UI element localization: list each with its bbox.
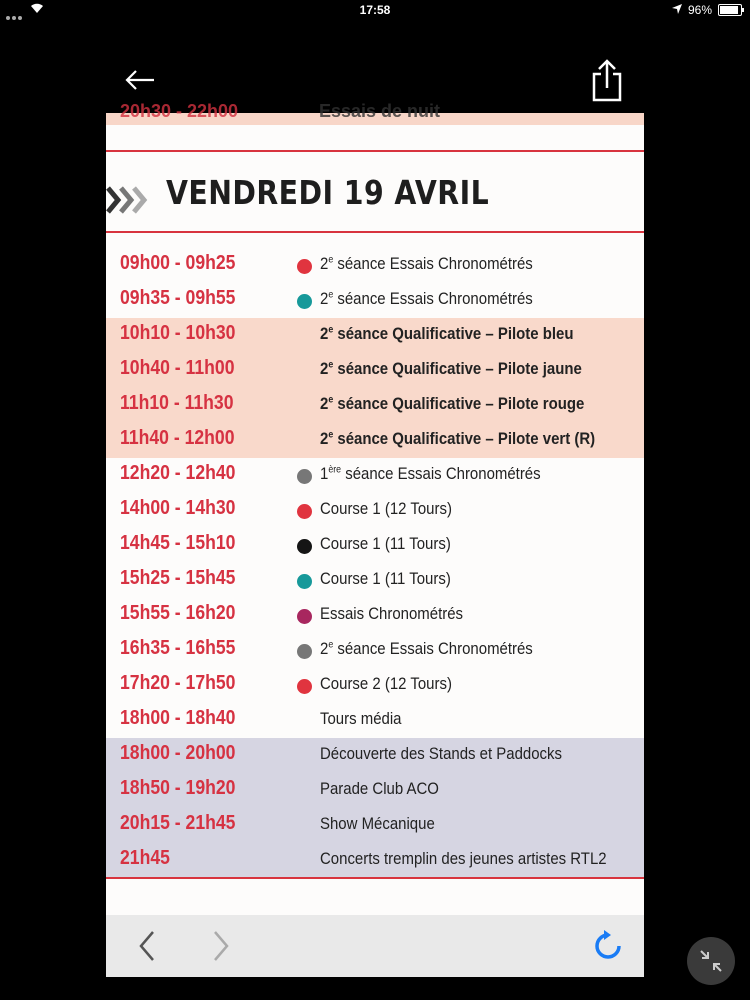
chevron-right-icon[interactable] <box>206 929 236 963</box>
bottom-navbar <box>106 915 644 977</box>
session-time: 16h35 - 16h55 <box>120 637 236 659</box>
reload-icon[interactable] <box>592 929 622 963</box>
session-ordinal: 2 <box>320 394 329 413</box>
session-label <box>320 254 533 274</box>
session-time: 18h50 - 19h20 <box>120 777 236 799</box>
schedule-row <box>106 773 644 808</box>
schedule-row <box>106 633 644 668</box>
previous-time: 20h30 - 22h00 <box>120 101 239 121</box>
session-ordinal-suffix: ère <box>328 464 342 476</box>
schedule-row <box>106 808 644 843</box>
session-time: 10h10 - 10h30 <box>120 322 236 344</box>
session-name: Essais Chronométrés <box>320 604 464 623</box>
schedule-row <box>106 843 644 878</box>
color-dot-icon <box>297 679 312 694</box>
schedule-row <box>106 388 644 423</box>
session-ordinal: 2 <box>320 359 329 378</box>
session-time: 10h40 - 11h00 <box>120 357 235 379</box>
previous-section-strip <box>106 101 644 125</box>
session-time: 11h40 - 12h00 <box>120 427 235 449</box>
session-label <box>320 779 439 799</box>
schedule-row <box>106 458 644 493</box>
session-name: Tours média <box>320 709 402 728</box>
session-name: séance Essais Chronométrés <box>333 254 533 273</box>
session-name: Show Mécanique <box>320 814 435 833</box>
schedule-row <box>106 668 644 703</box>
session-time: 12h20 - 12h40 <box>120 462 236 484</box>
session-name: séance Essais Chronométrés <box>333 289 533 308</box>
session-time: 18h00 - 18h40 <box>120 707 236 729</box>
schedule-row <box>106 738 644 773</box>
session-time: 18h00 - 20h00 <box>120 742 236 764</box>
session-label <box>320 814 435 834</box>
session-time: 14h00 - 14h30 <box>120 497 236 519</box>
session-ordinal: 2 <box>320 639 329 658</box>
session-ordinal: 2 <box>320 289 329 308</box>
session-label <box>320 744 562 764</box>
session-name: Course 2 (12 Tours) <box>320 674 452 693</box>
session-name: séance Qualificative – Pilote jaune <box>333 359 582 378</box>
session-name: Découverte des Stands et Paddocks <box>320 744 562 763</box>
session-time: 11h10 - 11h30 <box>120 392 234 414</box>
arrow-left-icon[interactable] <box>122 62 158 98</box>
session-label <box>320 534 451 554</box>
color-dot-icon <box>297 259 312 274</box>
session-time: 14h45 - 15h10 <box>120 532 236 554</box>
color-dot-icon <box>297 574 312 589</box>
session-time: 15h55 - 16h20 <box>120 602 236 624</box>
day-title: VENDREDI 19 AVRIL <box>166 173 490 212</box>
session-ordinal-suffix: e <box>328 324 334 336</box>
session-label <box>320 464 541 484</box>
color-dot-icon <box>297 539 312 554</box>
session-time: 09h00 - 09h25 <box>120 252 236 274</box>
session-name: Course 1 (11 Tours) <box>320 534 451 553</box>
session-name: séance Qualificative – Pilote vert (R) <box>333 429 596 448</box>
minimize-icon <box>687 937 735 985</box>
color-dot-icon <box>297 644 312 659</box>
battery-percent: 96% <box>687 3 712 17</box>
session-label <box>320 289 533 309</box>
color-dot-icon <box>297 609 312 624</box>
session-ordinal-suffix: e <box>328 639 334 651</box>
session-label <box>320 499 452 519</box>
session-ordinal-suffix: e <box>328 289 334 301</box>
schedule-row <box>106 563 644 598</box>
session-label <box>320 394 584 414</box>
battery-icon <box>718 4 742 16</box>
session-label <box>320 324 574 344</box>
share-icon[interactable] <box>588 58 626 102</box>
session-time: 17h20 - 17h50 <box>120 672 236 694</box>
schedule-row <box>106 248 644 283</box>
clock: 17:58 <box>359 3 391 17</box>
color-dot-icon <box>297 294 312 309</box>
minimize-button[interactable] <box>687 937 735 985</box>
session-label <box>320 569 451 589</box>
schedule-row <box>106 318 644 353</box>
divider-line <box>106 877 644 879</box>
schedule-row <box>106 283 644 318</box>
session-ordinal: 2 <box>320 324 329 343</box>
session-name: Course 1 (11 Tours) <box>320 569 451 588</box>
divider-line <box>106 231 644 233</box>
schedule-row <box>106 598 644 633</box>
session-time: 15h25 - 15h45 <box>120 567 236 589</box>
session-ordinal: 2 <box>320 254 329 273</box>
session-ordinal: 1 <box>320 464 329 483</box>
session-label <box>320 709 401 729</box>
session-ordinal: 2 <box>320 429 329 448</box>
schedule-row <box>106 703 644 738</box>
session-name: Course 1 (12 Tours) <box>320 499 452 518</box>
session-label <box>320 849 607 869</box>
session-ordinal-suffix: e <box>328 394 334 406</box>
chevrons-icon <box>106 185 158 213</box>
color-dot-icon <box>297 504 312 519</box>
schedule-row <box>106 528 644 563</box>
session-time: 09h35 - 09h55 <box>120 287 236 309</box>
location-icon <box>672 3 682 17</box>
schedule-row <box>106 493 644 528</box>
schedule-row <box>106 353 644 388</box>
session-name: Parade Club ACO <box>320 779 439 798</box>
session-label <box>320 429 595 449</box>
session-ordinal-suffix: e <box>328 359 334 371</box>
session-ordinal-suffix: e <box>328 254 334 266</box>
session-name: séance Qualificative – Pilote bleu <box>333 324 574 343</box>
session-time: 20h15 - 21h45 <box>120 812 236 834</box>
session-time: 21h45 <box>120 847 170 869</box>
session-name: séance Essais Chronométrés <box>341 464 541 483</box>
previous-label: Essais de nuit <box>319 101 441 121</box>
session-name: séance Essais Chronométrés <box>333 639 533 658</box>
schedule-row <box>106 423 644 458</box>
session-name: Concerts tremplin des jeunes artistes RTL2 <box>320 849 607 868</box>
session-label <box>320 674 452 694</box>
session-ordinal-suffix: e <box>328 429 334 441</box>
color-dot-icon <box>297 469 312 484</box>
chevron-left-icon[interactable] <box>134 929 164 963</box>
session-label <box>320 604 463 624</box>
divider-line <box>106 150 644 152</box>
session-label <box>320 359 582 379</box>
schedule-document[interactable] <box>106 101 644 915</box>
session-label <box>320 639 533 659</box>
status-bar <box>0 0 750 22</box>
session-name: séance Qualificative – Pilote rouge <box>333 394 585 413</box>
